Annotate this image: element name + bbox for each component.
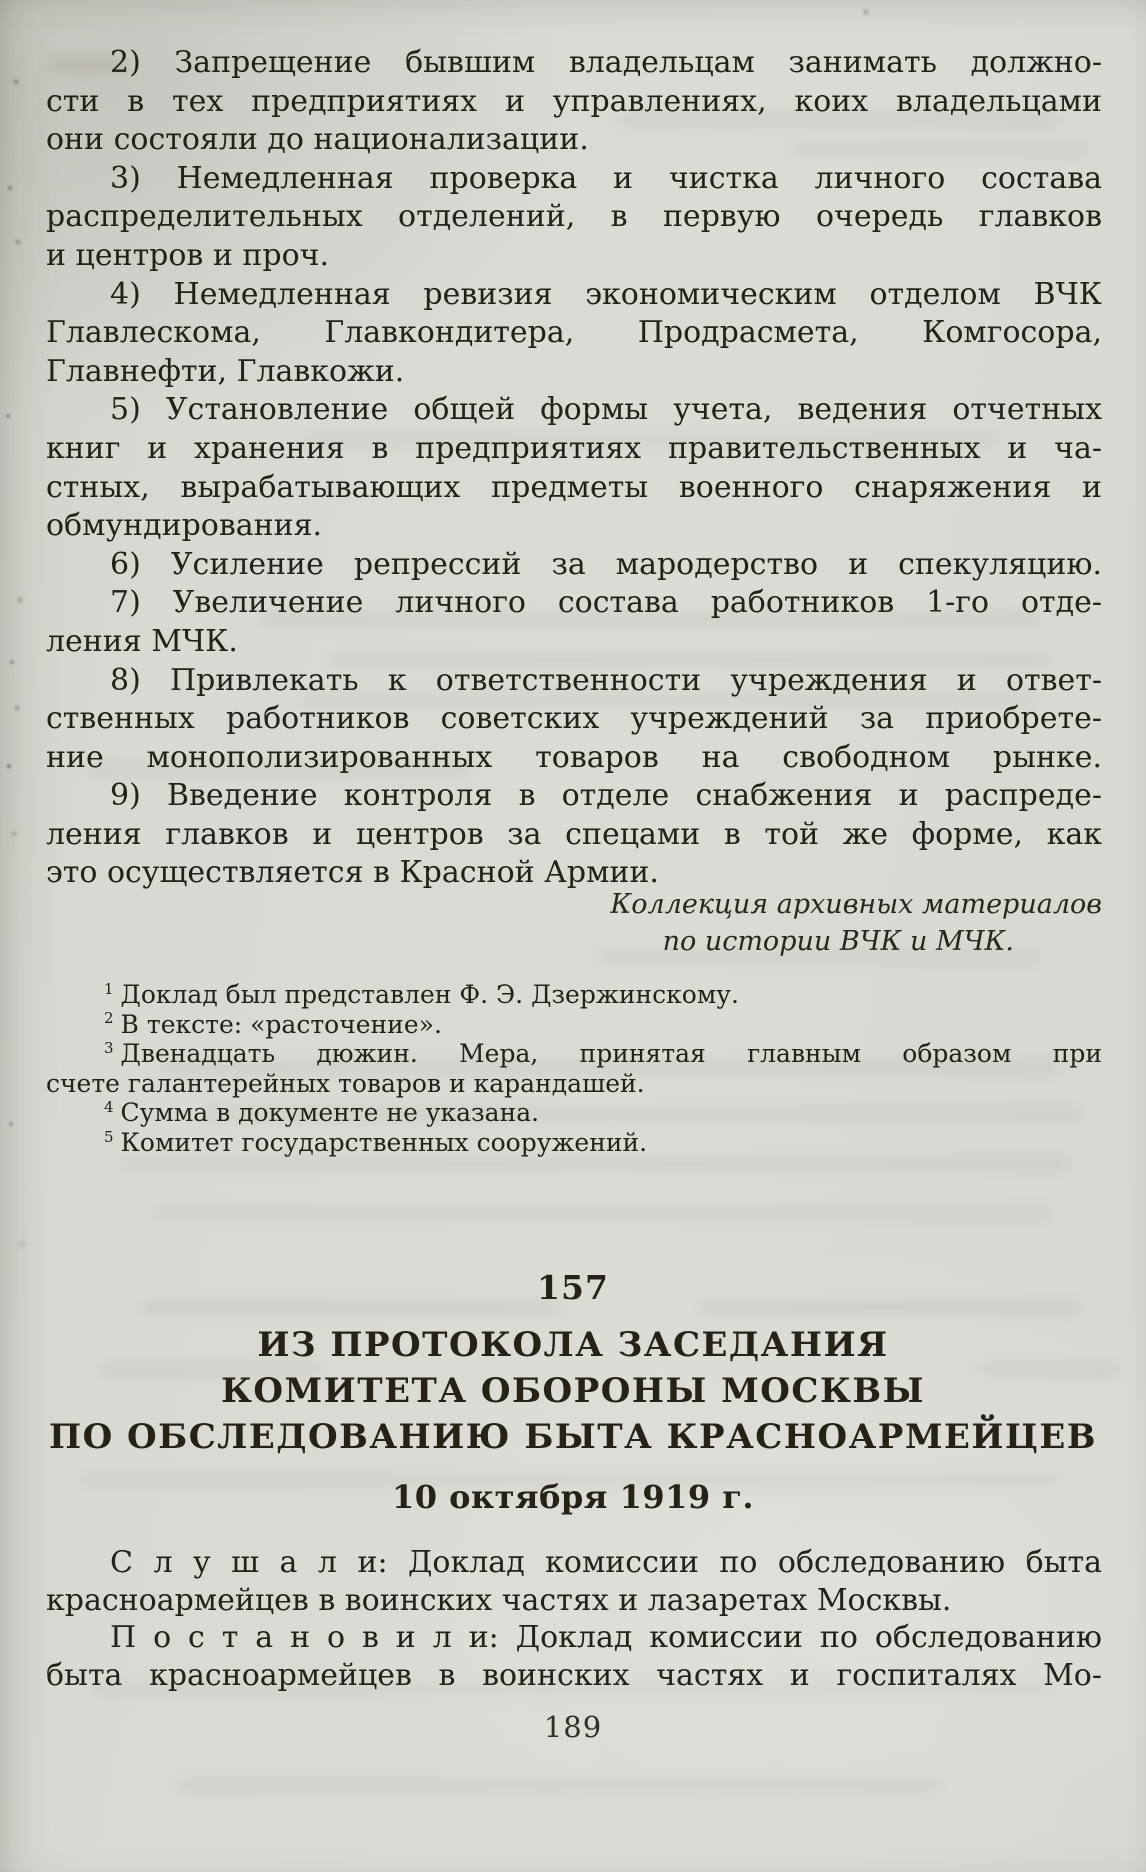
body-line: С л у ш а л и: Доклад комиссии по обследованию быта [110, 1545, 1102, 1580]
section-title-line: ПО ОБСЛЕДОВАНИЮ БЫТА КРАСНОАРМЕЙЦЕВ [48, 1417, 1098, 1457]
body-line: 9) Введение контроля в отделе снабжения и распреде- [110, 778, 1102, 814]
body-line: 7) Увеличение личного состава работников 1-го отде- [110, 585, 1102, 621]
attribution-line: по истории ВЧК и МЧК. [662, 926, 1014, 957]
footnote-marker: 3 [104, 1038, 114, 1057]
body-line: ние монополизированных товаров на свободном рынке. [46, 739, 1102, 775]
section-heading [0, 1268, 1146, 1517]
resolution-points [46, 44, 1102, 893]
footnote [46, 1039, 1102, 1069]
body-line: они состояли до национализации. [46, 122, 589, 158]
body-line: это осуществляется в Красной Армии. [46, 855, 659, 891]
footnote [46, 1010, 1102, 1040]
body-line: 6) Усиление репрессий за мародерство и спекуляцию. [110, 546, 1102, 582]
section-date: 10 октября 1919 г. [391, 1478, 755, 1516]
footnote-marker: 2 [104, 1009, 114, 1028]
footnote [46, 1128, 1102, 1158]
body-line: книг и хранения в предприятиях правительственных и ча- [46, 430, 1102, 466]
footnote [46, 1098, 1102, 1128]
footnote-continuation: счете галантерейных товаров и карандашей. [46, 1068, 645, 1098]
protocol-excerpt [46, 1544, 1102, 1694]
body-line: и центров и проч. [46, 237, 330, 273]
footnote-text: Доклад был представлен Ф. Э. Дзержинскому. [120, 980, 739, 1009]
footnote-marker: 4 [104, 1098, 114, 1117]
section-title-line: ИЗ ПРОТОКОЛА ЗАСЕДАНИЯ [257, 1325, 889, 1365]
body-line: 2) Запрещение бывшим владельцам занимать должно- [110, 45, 1102, 80]
body-line: красноармейцев в воинских частях и лазаретах Москвы. [46, 1582, 952, 1618]
source-attribution [46, 886, 1102, 960]
attribution-line: Коллекция архивных материалов [610, 889, 1102, 920]
body-line: ления главков и центров за спецами в той же форме, как [46, 816, 1102, 852]
footnote-text: Сумма в документе не указана. [120, 1098, 540, 1128]
section-title-line: КОМИТЕТА ОБОРОНЫ МОСКВЫ [221, 1371, 925, 1411]
body-line: ственных работников советских учреждений за приобрете- [46, 701, 1102, 737]
body-line: 4) Немедленная ревизия экономическим отделом ВЧК [110, 276, 1102, 312]
footnote-marker: 1 [104, 979, 114, 998]
page-number: 189 [543, 1710, 603, 1744]
document-number: 157 [537, 1268, 609, 1307]
footnote [46, 980, 1102, 1010]
body-line: П о с т а н о в и л и: Доклад комиссии по обследованию [110, 1620, 1102, 1656]
body-line: стных, вырабатывающих предметы военного снаряжения и [46, 469, 1102, 505]
footnotes [46, 980, 1102, 1158]
footnote-marker: 5 [104, 1127, 114, 1146]
body-line: 8) Привлекать к ответственности учреждения и ответ- [110, 662, 1102, 698]
scan-speck-marks [0, 0, 4, 4]
bleed-through-smudge [180, 1778, 940, 1793]
body-line: Главлескома, Главкондитера, Продрасмета, Комгосора, [46, 315, 1102, 351]
body-line: обмундирования. [46, 508, 323, 544]
body-line: распределительных отделений, в первую очередь главков [46, 199, 1102, 235]
body-line: 3) Немедленная проверка и чистка личного состава [110, 160, 1102, 196]
body-line: быта красноармейцев в воинских частях и госпиталях Мо- [46, 1657, 1102, 1693]
bleed-through-smudge [120, 1156, 1070, 1171]
body-line: сти в тех предприятиях и управлениях, коих владельцами [46, 83, 1102, 119]
footnote-text: В тексте: «расточение». [120, 1009, 442, 1039]
footnote-text: Двенадцать дюжин. Мера, принятая главным образом при [120, 1039, 1102, 1069]
body-line: ления МЧК. [46, 623, 238, 659]
bleed-through-smudge [150, 1206, 1050, 1221]
footnote-text: Комитет государственных сооружений. [120, 1127, 648, 1157]
body-line: Главнефти, Главкожи. [46, 353, 405, 389]
body-line: 5) Установление общей формы учета, ведения отчетных [110, 392, 1102, 428]
